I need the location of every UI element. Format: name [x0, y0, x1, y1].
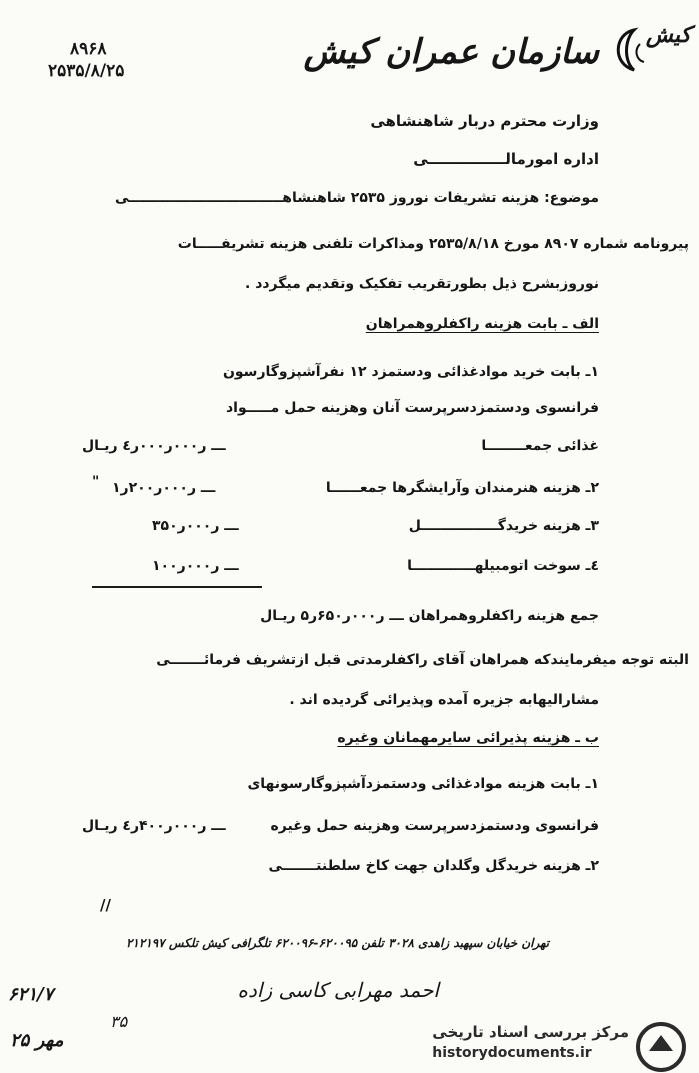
section-a-item-1-line-2: فرانسوی ودستمزدسرپرست آنان وهزینه حمل مـــــواد [225, 400, 599, 416]
watermark-url: historydocuments.ir [432, 1045, 592, 1061]
section-a-item-1-line-1: ۱ـ بابت خرید موادغذائی ودستمزد ۱۲ نفرآشپزوگارسون [222, 364, 599, 380]
footer-address: تهران خیابان سپهبد زاهدی ۳۰۲۸ تلفن ۶۲۰۰۹۵-۶۲۰۰۹۶ تلگرافی کیش تلکس ۲۱۲۱۹۷ [125, 936, 549, 950]
addressee-line-1: وزارت محترم دربار شاهنشاهی [370, 112, 599, 130]
section-b-item-1-amount: ـــ ر۰۰۰ر۴۰۰ر٤ ریـال [82, 818, 226, 834]
section-a-item-1-amount: ـــ ر۰۰۰ر۰۰۰ر٤ ریـال [82, 438, 226, 454]
intro-line-1: پیرونامه شماره ۸۹۰۷ مورخ ۲۵۳۵/۸/۱۸ ومذاکرات تلفنی هزینه تشریفـــــات [177, 236, 689, 252]
handwritten-signature: احمد مهرابی کاسی زاده [237, 978, 439, 1002]
section-a-item-4-label: ٤ـ سوخت اتومبیلهـــــــــــــا [407, 558, 599, 574]
subject-line: موضوع: هزینه تشریفات نوروز ۲۵۳۵ شاهنشاهــــــــــــــــــــــــــــــــی [114, 190, 599, 206]
section-b-item-1-line-2: فرانسوی ودستمزدسرپرست وهزینه حمل وغیره [270, 818, 599, 834]
watermark-title: مرکز بررسی اسناد تاریخی [432, 1023, 629, 1041]
handwritten-note-3: ۲۵ مهر [10, 1030, 64, 1051]
watermark [432, 1021, 687, 1061]
section-a-heading: الف ـ بابت هزینه راکفلروهمراهان [365, 316, 599, 332]
reference-number: ۸۹۶۸ [70, 39, 107, 59]
org-name: سازمان عمران کیش [303, 32, 599, 72]
section-a-note-line-2: مشارالیهابه جزیره آمده وپذیرائی گردیده اند . [289, 692, 599, 708]
page-continuation-mark: // [100, 896, 111, 914]
addressee-line-2: اداره امورمالـــــــــــــــی [413, 150, 599, 168]
handwritten-note-1: ۶۲۱/۷ [8, 984, 54, 1005]
archive-logo-icon [635, 1021, 687, 1073]
section-a-item-2-ditto-mark: " [92, 474, 100, 490]
section-a-item-4-amount: ـــ ر۰۰۰ر۱۰۰ [152, 558, 239, 574]
section-a-item-1-line-3: غذائی جمعــــــــا [481, 438, 599, 454]
reference-date: ۲۵۳۵/۸/۲۵ [48, 61, 125, 81]
section-a-item-2-amount: ـــ ر۰۰۰ر۲۰۰ر۱ [112, 480, 216, 496]
section-b-heading: ب ـ هزینه پذیرائی سایرمهمانان وغیره [337, 730, 599, 746]
org-short-name: کیش [645, 22, 691, 48]
section-a-item-3-amount: ـــ ر۰۰۰ر۳۵۰ [152, 518, 239, 534]
handwritten-note-2: ۳۵ [110, 1012, 128, 1031]
intro-line-2: نوروزبشرح ذیل بطورتقریب تفکیک وتقدیم میگردد . [245, 276, 599, 292]
section-a-item-2-label: ۲ـ هزینه هنرمندان وآرایشگرها جمعــــــا [325, 480, 599, 496]
section-b-item-1-line-1: ۱ـ بابت هزینه موادغذائی ودستمزدآشپزوگارسونهای [247, 776, 599, 792]
section-b-item-2-line-1: ۲ـ هزینه خریدگل وگلدان جهت کاخ سلطنتـــــــی [268, 858, 599, 874]
subtotal-rule [92, 586, 262, 588]
section-a-note-line-1: البته توجه میفرمایندکه همراهان آقای راکفلرمدتی قبل ازتشریف فرمائـــــــی [156, 652, 689, 668]
section-a-item-3-label: ۳ـ هزینه خریدگــــــــــــــــل [408, 518, 599, 534]
section-a-total: جمع هزینه راکفلروهمراهان ـــ ر۰۰۰ر۶۵۰ر۵ ریـال [260, 608, 599, 624]
